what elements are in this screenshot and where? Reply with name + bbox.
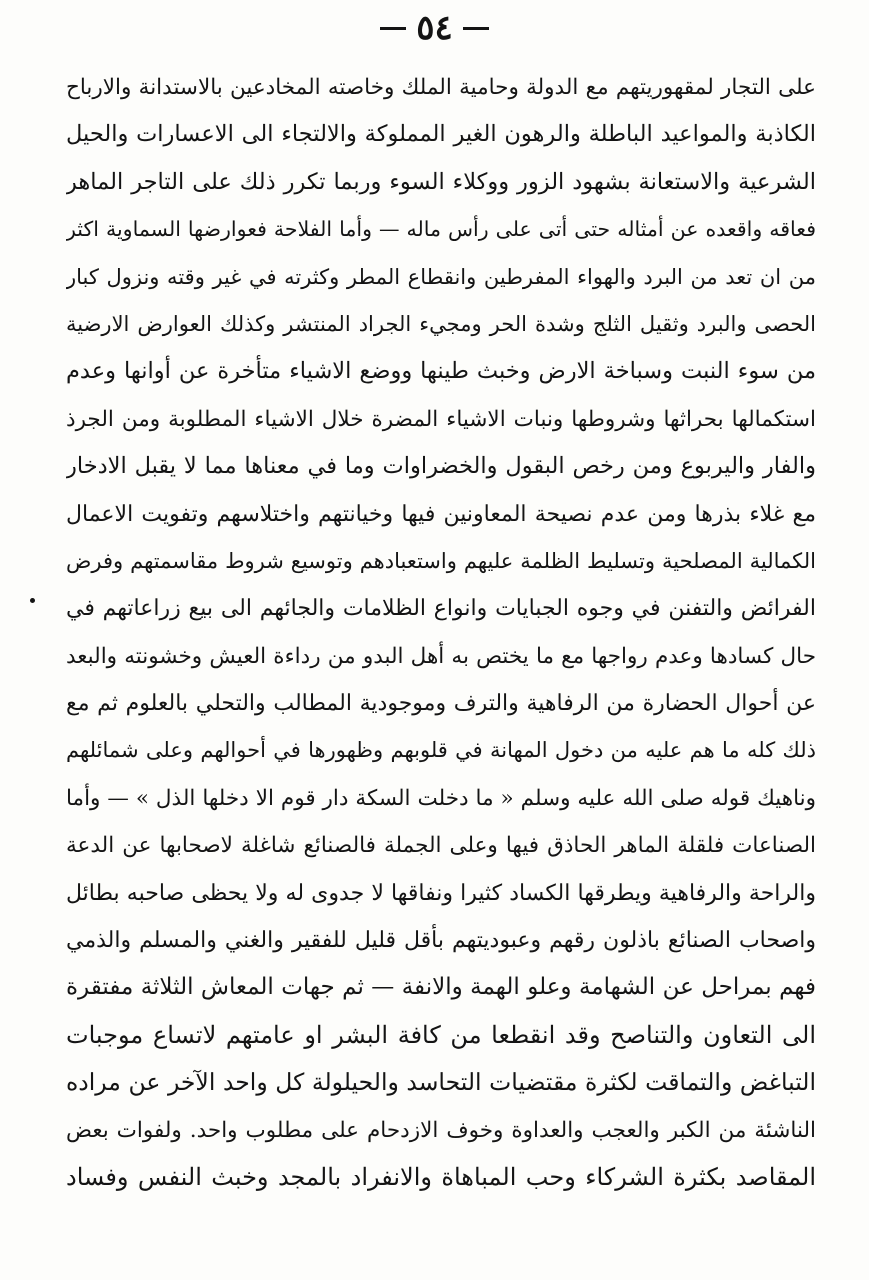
text-line: والراحة والرفاهية ويطرقها الكساد كثيرا ونفاقها لا جدوى له ولا يحظى صاحبه بطائل [66,880,816,906]
page-header [0,6,869,50]
text-line: الفرائض والتفنن في وجوه الجبايات وانواع الظلامات والجائهم الى بيع زراعاتهم في [66,596,816,622]
text-line: استكمالها بحراثها وشروطها ونبات الاشياء المضرة خلال الاشياء المطلوبة ومن الجرذ [66,406,816,432]
text-line: الكاذبة والمواعيد الباطلة والرهون الغير المملوكة والالتجاء الى الاعسارات والحيل [66,121,816,148]
text-line: الكمالية المصلحية وتسليط الظلمة عليهم واستعبادهم وتوسيع شروط مقاسمتهم وفرض [66,548,816,573]
text-line: التباغض والتماقت لكثرة مقتضيات التحاسد والحيلولة كل واحد الآخر عن مراده [66,1068,816,1097]
text-line: والفار واليربوع ومن رخص البقول والخضراوات وما في معناها مما لا يقبل الادخار [66,453,816,480]
text-line: واصحاب الصنائع باذلون رقهم وعبوديتهم بأقل قليل للفقير والغني والمسلم والذمي [66,928,816,954]
text-line: المقاصد بكثرة الشركاء وحب المباهاة والانفراد بالمجد وخبث النفس وفساد [66,1162,816,1191]
text-line: من سوء النبت وسباخة الارض وخبث طينها ووضع الاشياء متأخرة عن أوانها وعدم [66,358,816,385]
text-line: حال كسادها وعدم رواجها مع ما يختص به أهل البدو من رداءة العيش وخشونته والبعد [66,643,816,669]
text-line: على التجار لمقهوريتهم مع الدولة وحامية الملك وخاصته المخادعين بالاستدانة والارباح [66,75,816,100]
text-line: الى التعاون والتناصح وقد انقطعا من كافة البشر او عامتهم لاتساع موجبات [66,1020,816,1049]
text-line: مع غلاء بذرها ومن عدم نصيحة المعاونين فيها وخيانتهم واختلاسهم وتفويت الاعمال [66,501,816,527]
text-line: ذلك كله ما هم عليه من دخول المهانة في قلوبهم وظهورها في أحوالهم وعلى شمائلهم [66,738,816,763]
margin-dot [30,598,35,603]
body-text [66,64,816,1201]
page-number: ٥٤ [416,8,453,48]
header-dash-left [380,27,406,30]
text-line: الحصى والبرد وثقيل الثلج وشدة الحر ومجيء الجراد المنتشر وكذلك العوارض الارضية [66,311,816,336]
text-line: فهم بمراحل عن الشهامة وعلو الهمة والانفة — ثم جهات المعاش الثلاثة مفتقرة [66,974,816,1001]
text-line: من ان تعد من البرد والهواء المفرطين وانقطاع المطر وكثرته في غير وقته ونزول كبار [66,264,816,289]
text-line: الصناعات فلقلة الماهر الحاذق فيها وعلى الجملة فالصنائع شاغلة لاصحابها عن الدعة [66,833,816,859]
header-dash-right [463,27,489,30]
text-line: عن أحوال الحضارة من الرفاهية والترف وموجودية المطالب والتحلي بالعلوم ثم مع [66,691,816,717]
text-line: الشرعية والاستعانة بشهود الزور ووكلاء السوء وربما تكرر ذلك على التاجر الماهر [66,168,816,195]
text-line: وناهيك قوله صلى الله عليه وسلم « ما دخلت السكة دار قوم الا دخلها الذل » — وأما [66,785,816,811]
text-line: فعاقه واقعده عن أمثاله حتى أتى على رأس ماله — وأما الفلاحة فعوارضها السماوية اكثر [66,217,816,242]
text-line: الناشئة من الكبر والعجب والعداوة وخوف الازدحام على مطلوب واحد. ولفوات بعض [66,1117,816,1143]
